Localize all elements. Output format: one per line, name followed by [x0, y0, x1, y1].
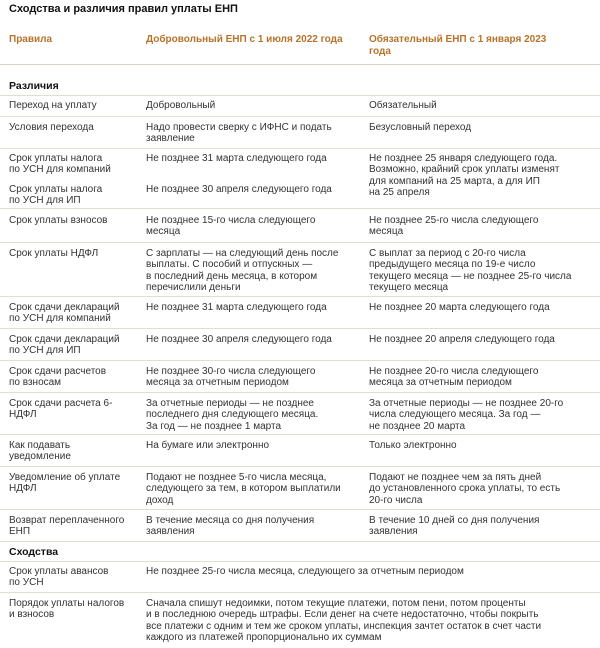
- table-cell-voluntary: Не позднее 31 марта следующего года: [146, 153, 327, 164]
- divider: [0, 328, 600, 329]
- table-cell-voluntary: На бумаге или электронно: [146, 440, 270, 451]
- table-cell-voluntary: Не позднее 30-го числа следующего месяца за отчетным периодом: [146, 366, 316, 389]
- table-cell-voluntary: Не позднее 30 апреля следующего года: [146, 184, 332, 195]
- table-cell-mandatory: Безусловный переход: [369, 122, 472, 133]
- divider: [0, 592, 600, 593]
- table-cell-mandatory: Не позднее 20-го числа следующего месяца за отчетным периодом: [369, 366, 539, 389]
- divider: [0, 360, 600, 361]
- table-cell-voluntary: Подают не позднее 5-го числа месяца, следующего за тем, в котором выплатили доход: [146, 472, 341, 506]
- table-cell-mandatory: Только электронно: [369, 440, 457, 451]
- column-header-rules: Правила: [9, 34, 53, 45]
- page-title: Сходства и различия правил уплаты ЕНП: [9, 3, 238, 15]
- table-cell-rule: Срок уплаты авансов по УСН: [9, 566, 109, 589]
- divider: [0, 434, 600, 435]
- divider: [0, 561, 600, 562]
- table-cell-voluntary: Надо провести сверку с ИФНС и подать заявление: [146, 122, 332, 145]
- table-header: [0, 24, 600, 65]
- divider: [0, 148, 600, 149]
- table-cell-rule: Срок сдачи расчета 6- НДФЛ: [9, 398, 113, 421]
- column-header-mandatory: Обязательный ЕНП с 1 января 2023 года: [369, 34, 547, 57]
- divider: [0, 466, 600, 467]
- table-cell-rule: Срок сдачи деклараций по УСН для компаний: [9, 302, 120, 325]
- table-cell-common: Сначала спишут недоимки, потом текущие платежи, потом пени, потом проценты и в последнюю очередь штрафы. Если денег на счете недостаточно, чтобы покрыть все платежи с одним и тем же сроком уплаты, инспекция зачтет остаток в счет части каждого из платежей пропорционально их суммам: [146, 598, 542, 644]
- divider: [0, 242, 600, 243]
- table-cell-rule: Условия перехода: [9, 122, 94, 133]
- table-cell-voluntary: За отчетные периоды — не позднее последнего дня следующего месяца. За год — не позднее 1 марта: [146, 398, 319, 432]
- table-cell-mandatory: Обязательный: [369, 100, 437, 111]
- table-cell-mandatory: Не позднее 20 марта следующего года: [369, 302, 550, 313]
- divider: [0, 509, 600, 510]
- table-cell-rule: Срок сдачи деклараций по УСН для ИП: [9, 334, 120, 357]
- table-cell-mandatory: Не позднее 25 января следующего года. Возможно, крайний срок уплаты изменят для компаний на 25 марта, а для ИП на 25 апреля: [369, 153, 560, 199]
- table-cell-mandatory: Подают не позднее чем за пять дней до установленного срока уплаты, то есть 20-го числа: [369, 472, 561, 506]
- divider: [0, 116, 600, 117]
- table-cell-mandatory: С выплат за период с 20-го числа предыдущего месяца по 19-е число текущего месяца — не позднее 25-го числа текущего месяца: [369, 248, 572, 294]
- table-cell-rule: Возврат переплаченного ЕНП: [9, 515, 125, 538]
- table-cell-rule: Как подавать уведомление: [9, 440, 71, 463]
- table-cell-voluntary: В течение месяца со дня получения заявления: [146, 515, 315, 538]
- table-cell-voluntary: Не позднее 31 марта следующего года: [146, 302, 327, 313]
- table-cell-mandatory: Не позднее 20 апреля следующего года: [369, 334, 555, 345]
- section-differences: Различия: [9, 80, 59, 92]
- table-cell-voluntary: С зарплаты — на следующий день после выплаты. С пособий и отпускных — в последний день месяца, в котором перечислили деньги: [146, 248, 339, 294]
- table-cell-rule: Срок уплаты налога по УСН для компаний: [9, 153, 111, 176]
- table-cell-rule: Срок уплаты НДФЛ: [9, 248, 99, 259]
- table-cell-rule: Срок сдачи расчетов по взносам: [9, 366, 107, 389]
- table-cell-rule: Переход на уплату: [9, 100, 97, 111]
- table-cell-rule: Уведомление об уплате НДФЛ: [9, 472, 121, 495]
- table-cell-voluntary: Не позднее 15-го числа следующего месяца: [146, 215, 316, 238]
- divider: [0, 296, 600, 297]
- divider: [0, 541, 600, 542]
- table-cell-mandatory: Не позднее 25-го числа следующего месяца: [369, 215, 539, 238]
- table-cell-common: Не позднее 25-го числа месяца, следующего за отчетным периодом: [146, 566, 464, 577]
- table-cell-mandatory: За отчетные периоды — не позднее 20-го числа следующего месяца. За год — не позднее 20 марта: [369, 398, 564, 432]
- column-header-voluntary: Добровольный ЕНП с 1 июля 2022 года: [146, 34, 343, 45]
- table-cell-voluntary: Не позднее 30 апреля следующего года: [146, 334, 332, 345]
- table-cell-rule: Срок уплаты взносов: [9, 215, 108, 226]
- section-similarities: Сходства: [9, 546, 59, 558]
- table-cell-rule: Срок уплаты налога по УСН для ИП: [9, 184, 103, 207]
- table-cell-rule: Порядок уплаты налогов и взносов: [9, 598, 125, 621]
- table-cell-mandatory: В течение 10 дней со дня получения заявления: [369, 515, 540, 538]
- divider: [0, 95, 600, 96]
- divider: [0, 392, 600, 393]
- table-cell-voluntary: Добровольный: [146, 100, 216, 111]
- divider: [0, 208, 600, 209]
